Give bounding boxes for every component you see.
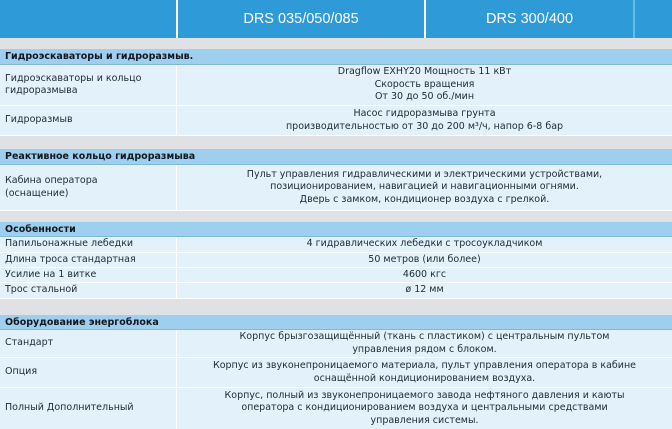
header-divider [424,0,426,38]
row-label: Кабина оператора (оснащение) [5,175,98,199]
row-label: Усилие на 1 витке [5,268,97,280]
row-value: Корпус, полный из звуконепроницаемого завода нефтяного давления и каюты оператора с кондиционированием воздуха и центральными средствами управления системы. [224,389,625,426]
table-row [0,268,672,283]
table-row [0,283,672,299]
table-row [0,388,672,429]
row-label: Гидроэскаваторы и кольцо гидроразмыва [5,72,142,96]
row-label: Трос стальной [5,284,78,296]
table-row [0,65,672,106]
table-row [0,165,672,211]
header-col-drs-035-050-085: DRS 035/050/085 [243,11,359,27]
row-value: Корпус из звуконепроницаемого материала, пульт управления оператора в кабине оснащённой кондиционированием воздуха. [212,360,637,384]
table-row [0,330,672,358]
row-value: Насос гидроразмыва грунта производительностью от 30 до 200 м³/ч, напор 6-8 бар [285,108,564,132]
row-value: Dragflow EXHY20 Мощность 11 кВт Скорость вращения От 30 до 50 об./мин [337,66,512,103]
spacer-band [0,211,672,222]
section-header: Гидроэскаваторы и гидроразмыв. [0,49,672,65]
row-label: Стандарт [5,337,54,349]
row-label: Длина троса стандартная [5,253,136,265]
row-value: 4 гидравлических лебедки с тросоукладчиком [306,238,543,250]
row-label: Гидроразмыв [5,114,73,126]
row-label: Опция [5,366,38,378]
spacer-band [0,38,672,49]
header-divider [176,0,178,38]
row-value: 50 метров (или более) [368,253,481,265]
section-header: Оборудование энергоблока [0,315,672,330]
section-header: Особенности [0,222,672,237]
row-label: Папильонажные лебедки [5,238,134,250]
table-header [0,0,672,38]
row-value: ø 12 мм [405,284,444,296]
section-header: Реактивное кольцо гидроразмыва [0,149,672,165]
table-row [0,106,672,136]
row-label: Полный Дополнительный [5,402,134,414]
table-row [0,237,672,253]
row-value: Корпус брызгозащищённый (ткань с пластиком) с центральным пультом управления рядом с блоком. [239,331,610,355]
table-row [0,253,672,268]
header-divider [633,0,635,38]
table-row [0,358,672,388]
header-col-drs-300-400: DRS 300/400 [485,11,574,27]
row-value: Пульт управления гидравлическими и электрическими устройствами, позиционированием, навигацией и навигационными огнями. Дверь с замком, кондиционер воздуха с грелкой. [246,168,603,205]
spacer-band [0,299,672,315]
row-value: 4600 кгс [402,268,447,280]
spacer-band [0,136,672,149]
